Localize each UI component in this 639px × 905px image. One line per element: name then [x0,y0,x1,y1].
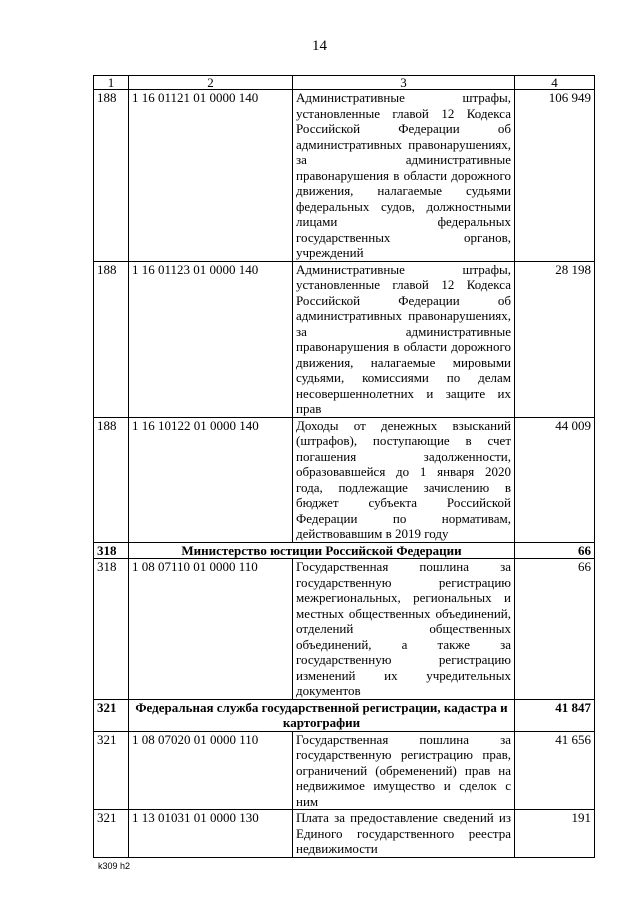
description-cell: Государственная пошлина за государственную регистрацию прав, ограничений (обременений) прав на недвижимое имущество и сделок с ним [293,731,515,810]
column-header-2: 2 [129,76,293,90]
amount-cell: 191 [515,810,595,858]
table-row [94,90,595,262]
amount-cell: 41 656 [515,731,595,810]
section-total: 41 847 [515,699,595,731]
description-cell: Государственная пошлина за государственную регистрацию межрегиональных, региональных и местных общественных объединений, отделений общественных объединений, а также за государственную регистрацию изменений их учредительных документов [293,559,515,700]
amount-cell: 44 009 [515,417,595,542]
column-header-3: 3 [293,76,515,90]
section-row-rosreestr [94,699,595,731]
kbk-code-cell: 1 16 01123 01 0000 140 [129,261,293,417]
table-row [94,261,595,417]
section-title: Федеральная служба государственной регистрации, кадастра и картографии [129,699,515,731]
page-number: 14 [312,38,327,54]
kbk-code-cell: 1 08 07020 01 0000 110 [129,731,293,810]
description-cell: Административные штрафы, установленные главой 12 Кодекса Российской Федерации об административных правонарушениях, за административные правонарушения в области дорожного движения, налагаемые судьями федеральных судов, должностными лицами федеральных государственных органов, учреждений [293,90,515,262]
table-row [94,417,595,542]
table-row [94,810,595,858]
kbk-code-cell: 1 08 07110 01 0000 110 [129,559,293,700]
admin-code-cell: 321 [94,810,129,858]
section-row-ministry-of-justice [94,542,595,559]
description-cell: Плата за предоставление сведений из Единого государственного реестра недвижимости [293,810,515,858]
amount-cell: 66 [515,559,595,700]
table-row [94,559,595,700]
admin-code-cell: 188 [94,261,129,417]
description-cell: Административные штрафы, установленные главой 12 Кодекса Российской Федерации об административных правонарушениях, за административные правонарушения в области дорожного движения, налагаемые мировыми судьями, комиссиями по делам несовершеннолетних и защите их прав [293,261,515,417]
budget-revenue-table [93,75,595,858]
admin-code-cell: 188 [94,90,129,262]
document-footer-code: k309 h2 [98,861,131,871]
column-header-4: 4 [515,76,595,90]
amount-cell: 28 198 [515,261,595,417]
section-title: Министерство юстиции Российской Федерации [129,542,515,559]
section-admin-code: 321 [94,699,129,731]
amount-cell: 106 949 [515,90,595,262]
kbk-code-cell: 1 13 01031 01 0000 130 [129,810,293,858]
section-admin-code: 318 [94,542,129,559]
section-total: 66 [515,542,595,559]
column-header-1: 1 [94,76,129,90]
kbk-code-cell: 1 16 10122 01 0000 140 [129,417,293,542]
table-row [94,731,595,810]
description-cell: Доходы от денежных взысканий (штрафов), поступающие в счет погашения задолженности, образовавшейся до 1 января 2020 года, подлежащие зачислению в бюджет субъекта Российской Федерации по нормативам, действовавшим в 2019 году [293,417,515,542]
admin-code-cell: 318 [94,559,129,700]
kbk-code-cell: 1 16 01121 01 0000 140 [129,90,293,262]
admin-code-cell: 321 [94,731,129,810]
admin-code-cell: 188 [94,417,129,542]
header-row [94,76,595,90]
